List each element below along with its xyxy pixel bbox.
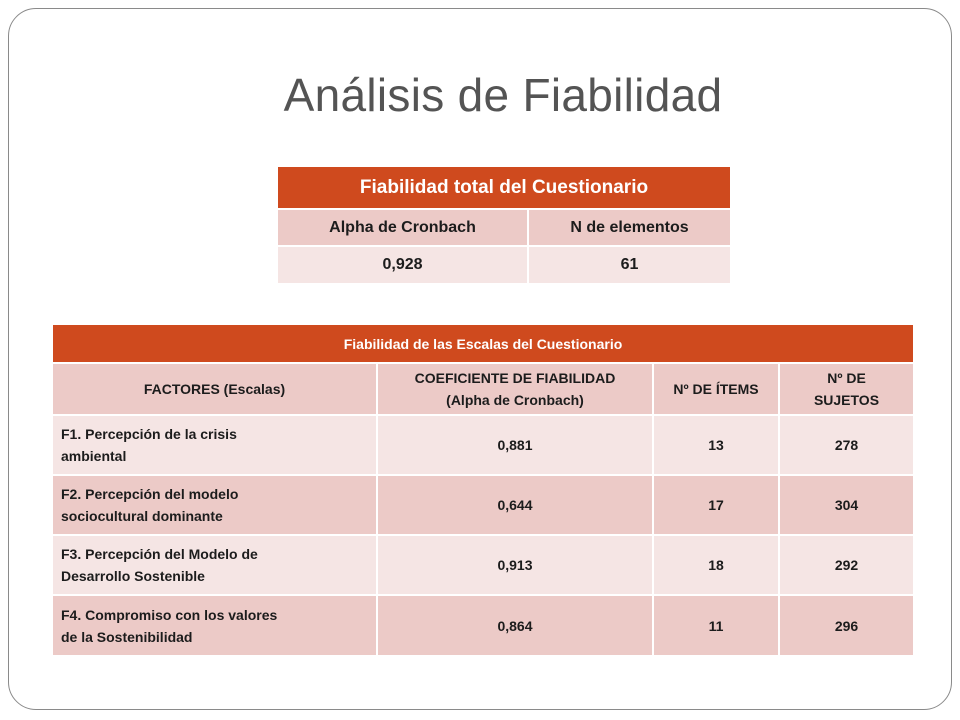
subjects-cell: 296	[779, 595, 913, 655]
factor-line1: F2. Percepción del modelo	[61, 486, 239, 502]
header-factors: FACTORES (Escalas)	[53, 363, 377, 415]
header-coefficient	[377, 363, 653, 415]
subjects-cell: 304	[779, 475, 913, 535]
coef-cell: 0,881	[377, 415, 653, 475]
factor-line1: F1. Percepción de la crisis	[61, 426, 237, 442]
value-alpha: 0,928	[278, 246, 528, 283]
items-cell: 11	[653, 595, 779, 655]
header-subjects-line1: Nº DE	[827, 370, 866, 386]
table-row	[53, 595, 913, 655]
coef-cell: 0,644	[377, 475, 653, 535]
table-row	[53, 535, 913, 595]
factor-cell	[53, 595, 377, 655]
total-reliability-caption: Fiabilidad total del Cuestionario	[278, 167, 730, 209]
items-cell: 17	[653, 475, 779, 535]
table-row	[53, 415, 913, 475]
total-reliability-table	[278, 167, 730, 283]
factor-line2: Desarrollo Sostenible	[61, 568, 205, 584]
header-coefficient-line1: COEFICIENTE DE FIABILIDAD	[414, 370, 616, 386]
factor-line2: ambiental	[61, 448, 127, 464]
coef-cell: 0,913	[377, 535, 653, 595]
subjects-cell: 292	[779, 535, 913, 595]
factor-line1: F4. Compromiso con los valores	[61, 606, 278, 623]
factor-line1: F3. Percepción del Modelo de	[61, 546, 258, 562]
factor-line2: de la Sostenibilidad	[61, 628, 193, 645]
slide-title: Análisis de Fiabilidad	[283, 69, 723, 121]
header-coefficient-line2: (Alpha de Cronbach)	[446, 392, 584, 408]
table-row	[53, 475, 913, 535]
header-n-elements: N de elementos	[528, 209, 730, 246]
factor-line2: sociocultural dominante	[61, 508, 223, 524]
factor-cell	[53, 535, 377, 595]
header-alpha: Alpha de Cronbach	[278, 209, 528, 246]
scales-reliability-table	[53, 325, 913, 655]
value-n-elements: 61	[528, 246, 730, 283]
header-items: Nº DE ÍTEMS	[653, 363, 779, 415]
scales-caption: Fiabilidad de las Escalas del Cuestionario	[53, 325, 913, 363]
coef-cell: 0,864	[377, 595, 653, 655]
subjects-cell: 278	[779, 415, 913, 475]
items-cell: 13	[653, 415, 779, 475]
factor-cell	[53, 475, 377, 535]
header-subjects	[779, 363, 913, 415]
header-subjects-line2: SUJETOS	[813, 392, 880, 408]
factor-cell	[53, 415, 377, 475]
items-cell: 18	[653, 535, 779, 595]
